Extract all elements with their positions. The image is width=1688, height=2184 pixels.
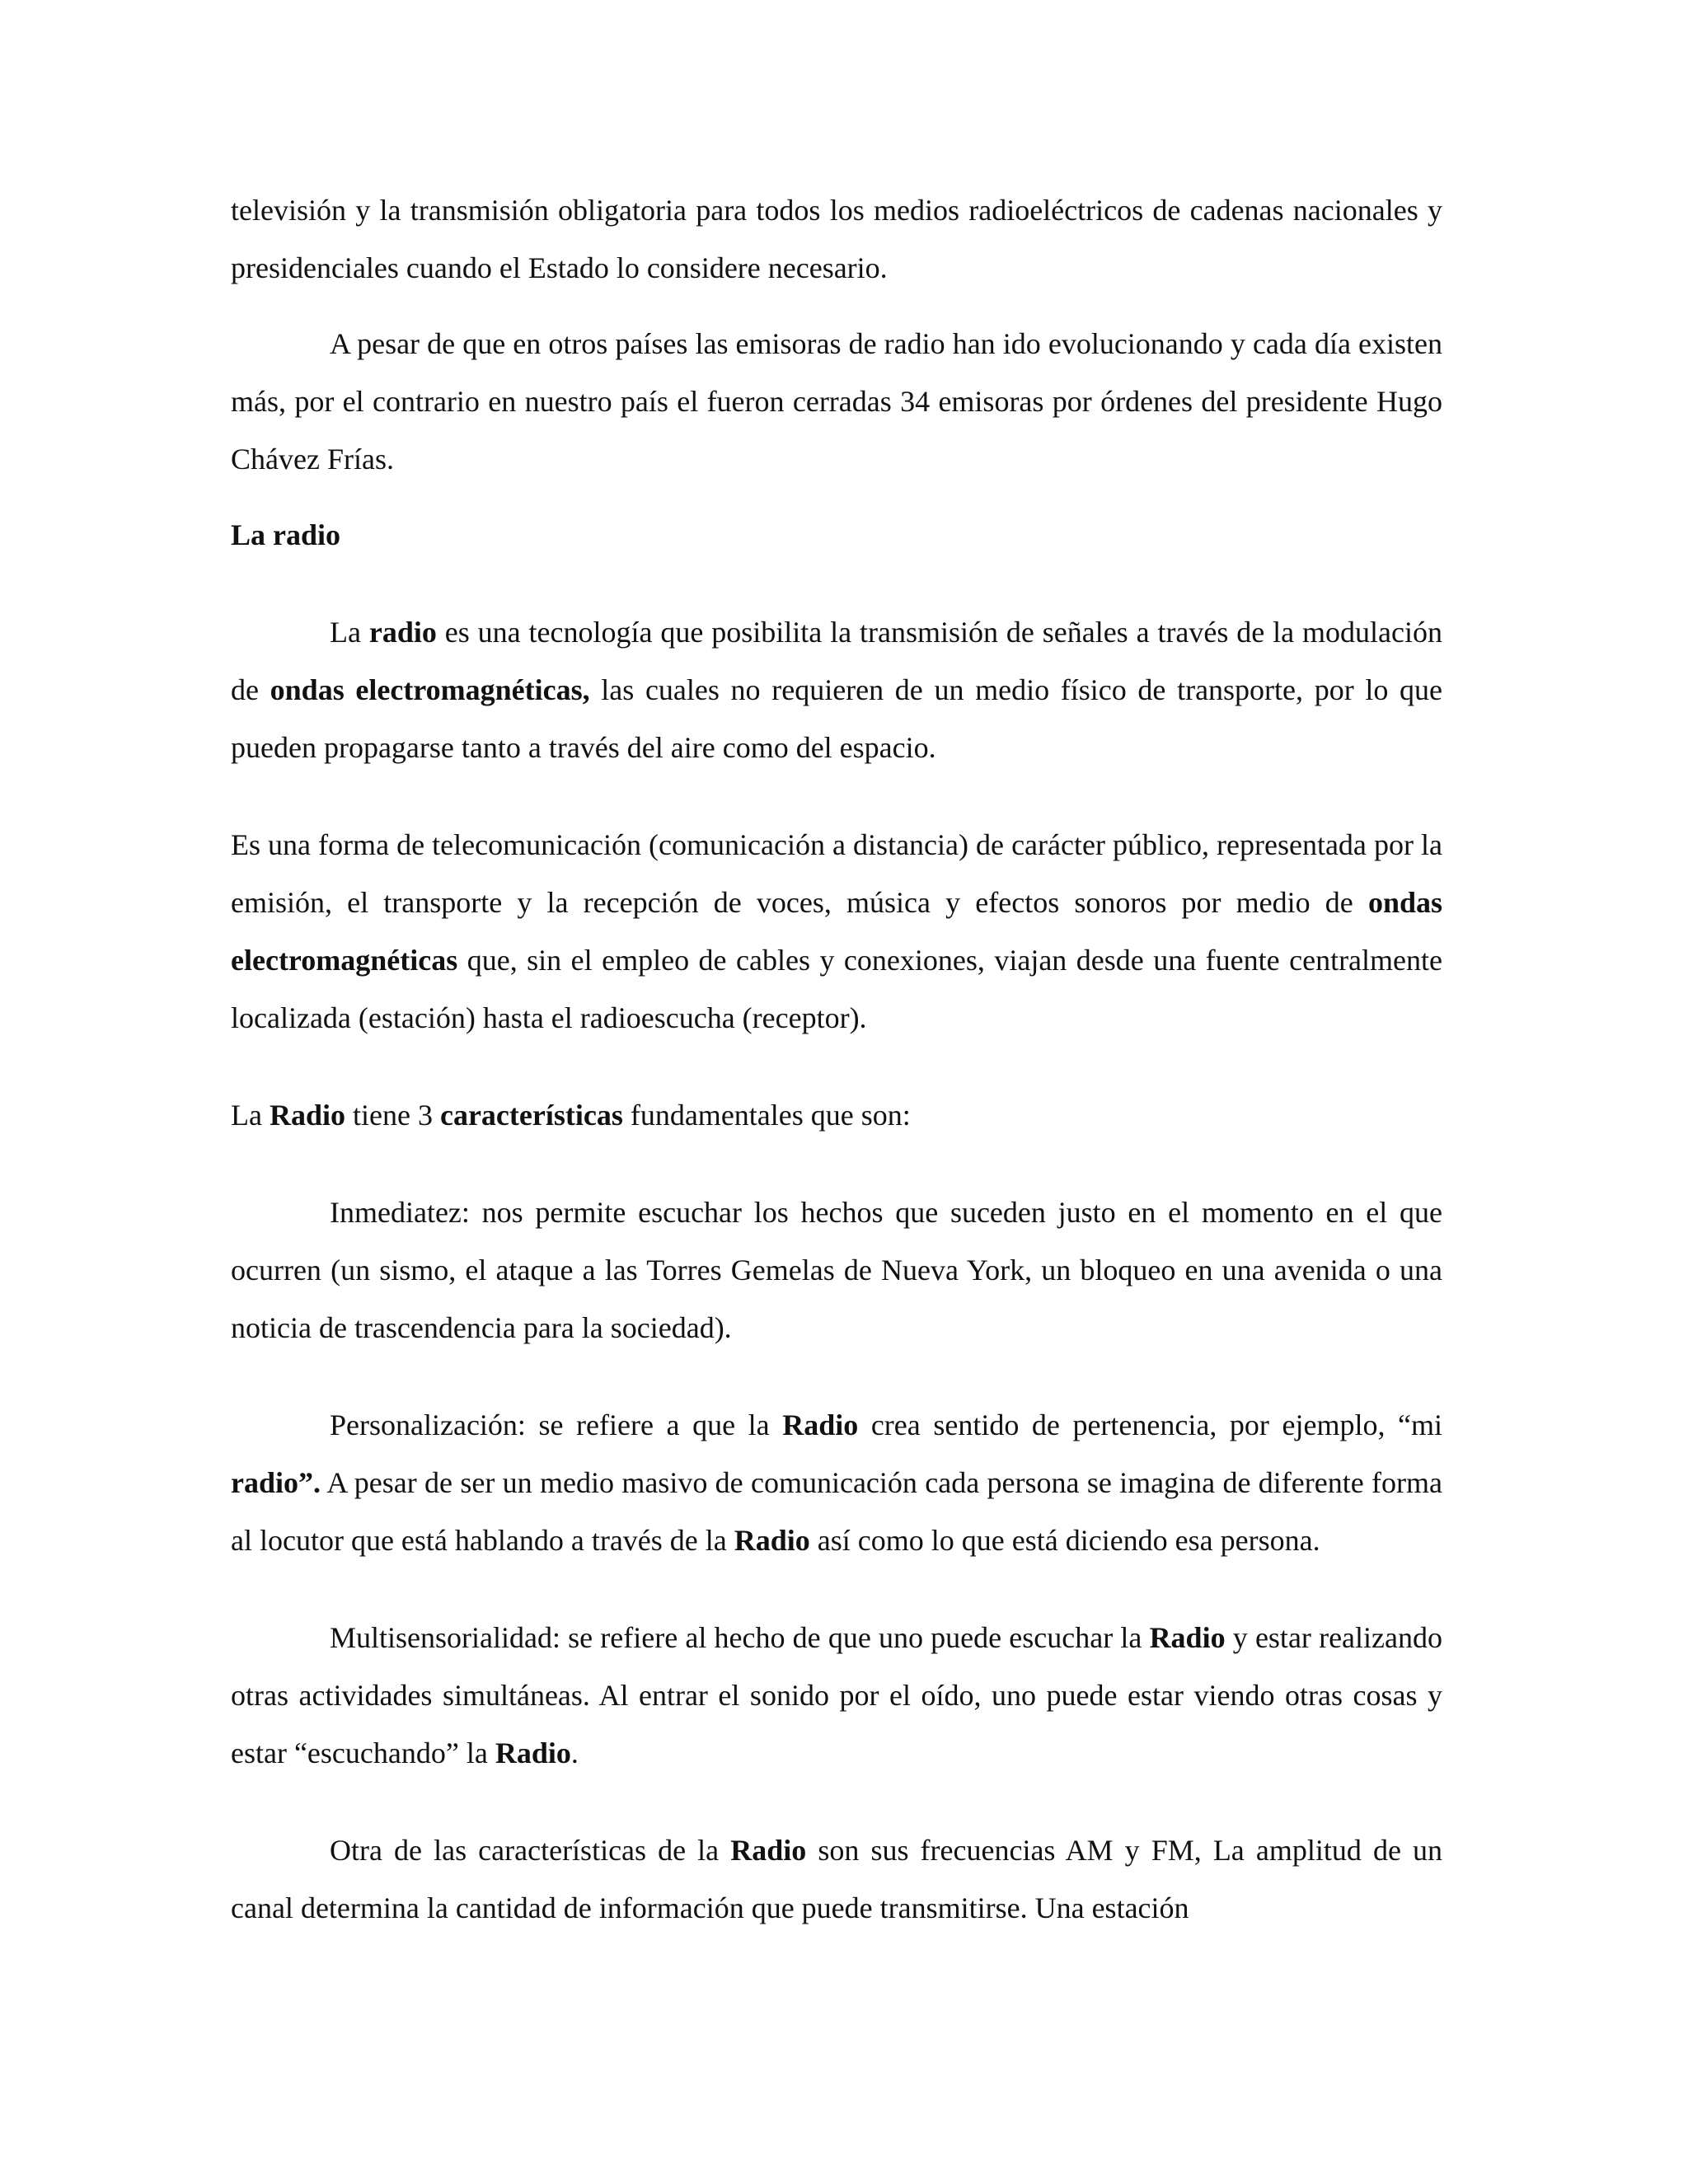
- paragraph-frecuencias: [231, 1821, 1442, 1937]
- bold-term-radio: Radio: [495, 1736, 571, 1769]
- text-run: Multisensorialidad: se refiere al hecho de que uno puede escuchar la: [330, 1621, 1150, 1654]
- text-run: fundamentales que son:: [622, 1099, 911, 1132]
- text-run: La: [330, 616, 369, 649]
- paragraph-inmediatez: Inmediatez: nos permite escuchar los hechos que suceden justo en el momento en el que ocurren (un sismo, el ataque a las Torres Gemelas de Nueva York, un bloqueo en una avenida o una noticia de trascendencia para la sociedad).: [231, 1196, 1442, 1344]
- paragraph-multisensorialidad: [231, 1609, 1442, 1782]
- bold-term-radio: Radio: [782, 1408, 859, 1441]
- text-run: y estar realizando otras actividades simultáneas. Al entrar el sonido por el oído, uno puede estar viendo otras cosas y estar “escuchando” la: [231, 1621, 1442, 1769]
- text-run: A pesar de ser un medio masivo de comunicación cada persona se imagina de diferente forma al locutor que está hablando a través de la: [231, 1466, 1442, 1557]
- text-run: crea sentido de pertenencia, por ejemplo, “mi: [858, 1408, 1443, 1441]
- bold-term-radio: radio: [368, 616, 437, 649]
- text-run: Es una forma de telecomunicación (comunicación a distancia) de carácter público, representada por la emisión, el transporte y la recepción de voces, música y efectos sonoros por medio de: [231, 828, 1442, 919]
- text-run: .: [570, 1736, 579, 1769]
- paragraph-personalizacion: [231, 1396, 1442, 1569]
- text-run: La: [231, 1099, 270, 1132]
- bold-term-ondas: ondas electromagnéticas: [231, 886, 1442, 977]
- bold-term-radio: Radio: [730, 1834, 807, 1867]
- text-run: Personalización: se refiere a que la: [330, 1408, 783, 1441]
- bold-term-caracteristicas: características: [439, 1099, 623, 1132]
- text-run: que, sin el empleo de cables y conexiones, viajan desde una fuente centralmente localizada (estación) hasta el radioescucha (receptor).: [231, 944, 1442, 1034]
- text-run: tiene 3: [345, 1099, 440, 1132]
- text-run: las cuales no requieren de un medio físico de transporte, por lo que pueden propagarse tanto a través del aire como del espacio.: [231, 673, 1443, 764]
- bold-term-radio: Radio: [269, 1099, 345, 1132]
- paragraph-telecomunicacion: [231, 816, 1442, 1047]
- paragraph-caracteristicas-intro: [231, 1086, 1442, 1144]
- bold-term-ondas: ondas electromagnéticas,: [270, 673, 590, 706]
- text-run: Otra de las características de la: [330, 1834, 731, 1867]
- paragraph-emisoras: A pesar de que en otros países las emisoras de radio han ido evolucionando y cada día existen más, por el contrario en nuestro país el fueron cerradas 34 emisoras por órdenes del presidente Hugo Chávez Frías.: [231, 327, 1442, 476]
- bold-term-radio: Radio: [1149, 1621, 1226, 1654]
- text-run: así como lo que está diciendo esa persona.: [809, 1524, 1320, 1557]
- paragraph-radio-definition: [231, 603, 1442, 776]
- section-heading: La radio: [231, 518, 341, 551]
- text-run: son sus frecuencias AM y FM, La amplitud de un canal determina la cantidad de información que puede transmitirse. Una estación: [231, 1834, 1442, 1924]
- paragraph-continuation: televisión y la transmisión obligatoria para todos los medios radioeléctricos de cadenas nacionales y presidenciales cuando el Estado lo considere necesario.: [231, 194, 1442, 284]
- text-run: es una tecnología que posibilita la transmisión de señales a través de la modulación de: [231, 616, 1442, 706]
- bold-term-radio: radio”.: [231, 1466, 321, 1499]
- bold-term-radio: Radio: [734, 1524, 810, 1557]
- document-page: [231, 181, 1442, 1937]
